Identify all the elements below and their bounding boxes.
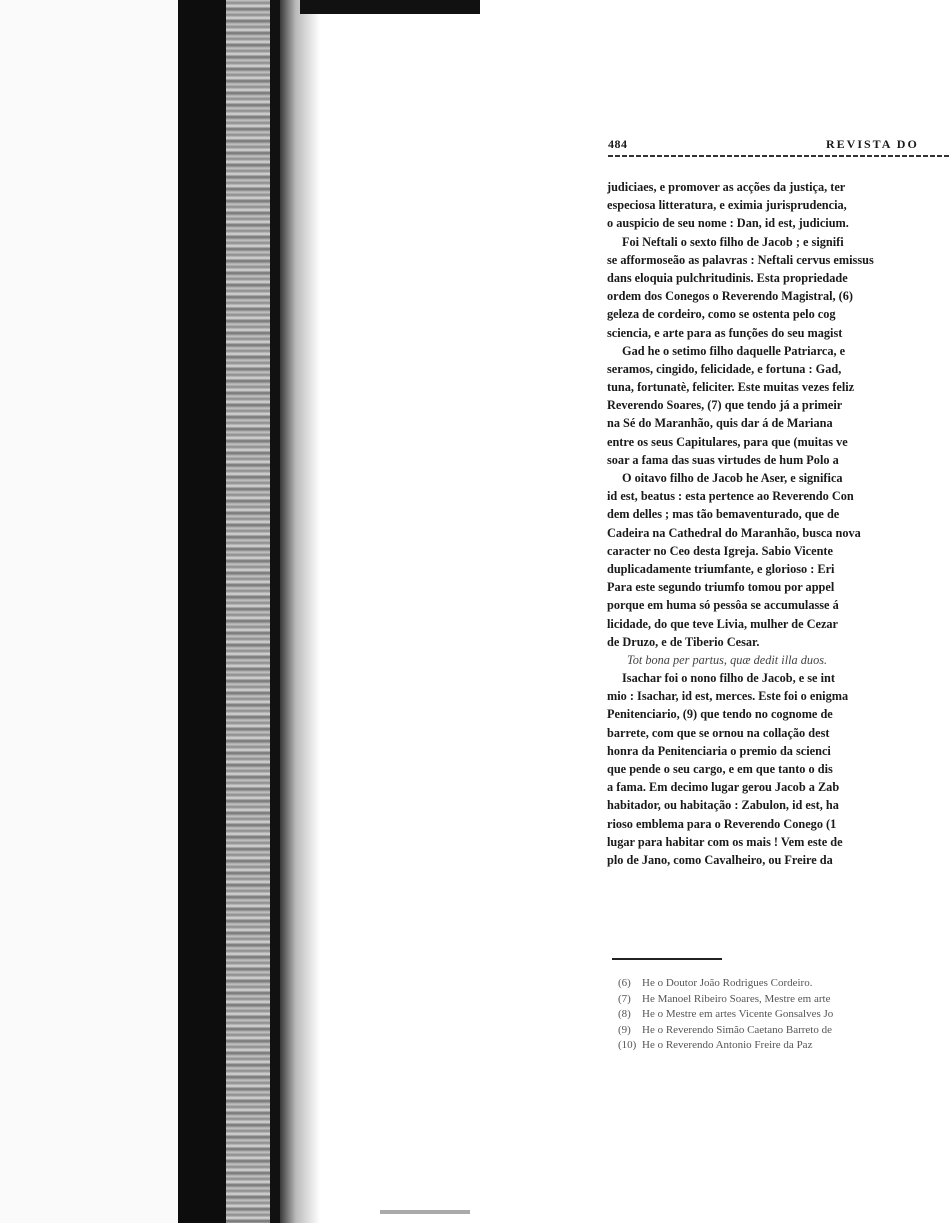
text-line: rioso emblema para o Reverendo Conego (1 bbox=[607, 816, 837, 831]
footnote-mark: (9) bbox=[618, 1023, 631, 1036]
text-line: seramos, cingido, felicidade, e fortuna : Gad, bbox=[607, 361, 842, 376]
page-top-edge bbox=[300, 0, 480, 14]
text-line: Gad he o setimo filho daquelle Patriarca, e bbox=[622, 343, 846, 358]
text-line: mio : Isachar, id est, merces. Este foi o enigma bbox=[607, 689, 849, 704]
text-line: tuna, fortunatè, feliciter. Este muitas vezes feliz bbox=[607, 380, 855, 395]
text-line: judiciaes, e promover as acções da justiça, ter bbox=[607, 180, 846, 194]
book-spine-shadow bbox=[178, 0, 226, 1223]
book-spine-edge bbox=[270, 0, 280, 1223]
footnote-text: He Manoel Ribeiro Soares, Mestre em arte bbox=[642, 992, 831, 1005]
text-line: entre os seus Capitulares, para que (muitas ve bbox=[607, 434, 848, 449]
text-line: soar a fama das suas virtudes de hum Polo a bbox=[607, 452, 839, 467]
scan-smudge bbox=[380, 1210, 470, 1214]
footnote-text: He o Reverendo Antonio Freire da Paz bbox=[642, 1039, 813, 1051]
text-line: se afformoseão as palavras : Neftali cervus emissus bbox=[607, 252, 874, 267]
text-line: barrete, com que se ornou na collação dest bbox=[607, 725, 830, 740]
text-line: Tot bona per partus, quæ dedit illa duos. bbox=[627, 652, 828, 667]
text-line: Penitenciario, (9) que tendo no cognome de bbox=[607, 707, 833, 722]
text-line: dans eloquia pulchritudinis. Esta propriedade bbox=[607, 270, 848, 285]
text-line: plo de Jano, como Cavalheiro, ou Freire da bbox=[607, 852, 833, 867]
text-line: Isachar foi o nono filho de Jacob, e se int bbox=[622, 671, 835, 686]
text-line: duplicadamente triumfante, e glorioso : Eri bbox=[607, 561, 835, 576]
text-line: id est, beatus : esta pertence ao Reverendo Con bbox=[607, 489, 854, 504]
footnote bbox=[618, 1007, 949, 1023]
text-line: caracter no Ceo desta Igreja. Sabio Vicente bbox=[607, 543, 833, 558]
text-line: sciencia, e arte para as funções do seu magist bbox=[607, 325, 843, 340]
running-head bbox=[608, 137, 949, 157]
text-line: honra da Penitenciaria o premio da scienci bbox=[607, 743, 831, 758]
footnote-text: He o Reverendo Simão Caetano Barreto de bbox=[642, 1023, 832, 1036]
text-line: Reverendo Soares, (7) que tendo já a primeir bbox=[607, 398, 843, 413]
footnote-mark: (10) bbox=[618, 1039, 637, 1051]
running-title: REVISTA DO bbox=[826, 137, 919, 151]
text-line: que pende o seu cargo, e em que tanto o dis bbox=[607, 762, 833, 776]
text-line: O oitavo filho de Jacob he Aser, e significa bbox=[622, 471, 843, 485]
text-line: licidade, do que teve Livia, mulher de Cezar bbox=[607, 616, 839, 631]
page-gutter-shadow bbox=[280, 0, 320, 1223]
footnote bbox=[618, 1038, 949, 1054]
text-line: habitador, ou habitação : Zabulon, id est, ha bbox=[607, 798, 839, 813]
page-number: 484 bbox=[608, 137, 628, 151]
body-text bbox=[607, 178, 949, 869]
footnote-rule bbox=[612, 958, 722, 960]
text-line: ordem dos Conegos o Reverendo Magistral, (6) bbox=[607, 289, 854, 304]
text-line: lugar para habitar com os mais ! Vem este de bbox=[607, 834, 843, 849]
book-spine-binding bbox=[226, 0, 270, 1223]
header-rule bbox=[608, 155, 949, 157]
text-line: especiosa litteratura, e eximia jurisprudencia, bbox=[607, 198, 847, 213]
text-line: geleza de cordeiro, como se ostenta pelo cog bbox=[607, 307, 836, 322]
footnote-text: He o Doutor João Rodrigues Cordeiro. bbox=[642, 977, 813, 989]
footnote-mark: (6) bbox=[618, 977, 631, 989]
footnote bbox=[618, 976, 949, 992]
text-line: dem delles ; mas tão bemaventurado, que de bbox=[607, 507, 840, 522]
footnote-mark: (7) bbox=[618, 992, 631, 1005]
text-line: o auspicio de seu nome : Dan, id est, judicium. bbox=[607, 216, 849, 231]
footnote bbox=[618, 992, 949, 1008]
text-line: Foi Neftali o sexto filho de Jacob ; e signifi bbox=[622, 234, 844, 249]
footnote bbox=[618, 1023, 949, 1039]
footnote-mark: (8) bbox=[618, 1008, 631, 1020]
text-line: de Druzo, e de Tiberio Cesar. bbox=[607, 634, 760, 649]
text-line: Para este segundo triumfo tomou por appel bbox=[607, 580, 835, 595]
text-line: Cadeira na Cathedral do Maranhão, busca nova bbox=[607, 525, 861, 540]
text-line: a fama. Em decimo lugar gerou Jacob a Zab bbox=[607, 780, 840, 795]
scan-margin bbox=[0, 0, 180, 1223]
footnotes bbox=[618, 976, 949, 1054]
footnote-text: He o Mestre em artes Vicente Gonsalves Jo bbox=[642, 1008, 834, 1020]
text-line: na Sé do Maranhão, quis dar á de Mariana bbox=[607, 416, 833, 431]
text-line: porque em huma só pessôa se accumulasse á bbox=[607, 598, 839, 613]
